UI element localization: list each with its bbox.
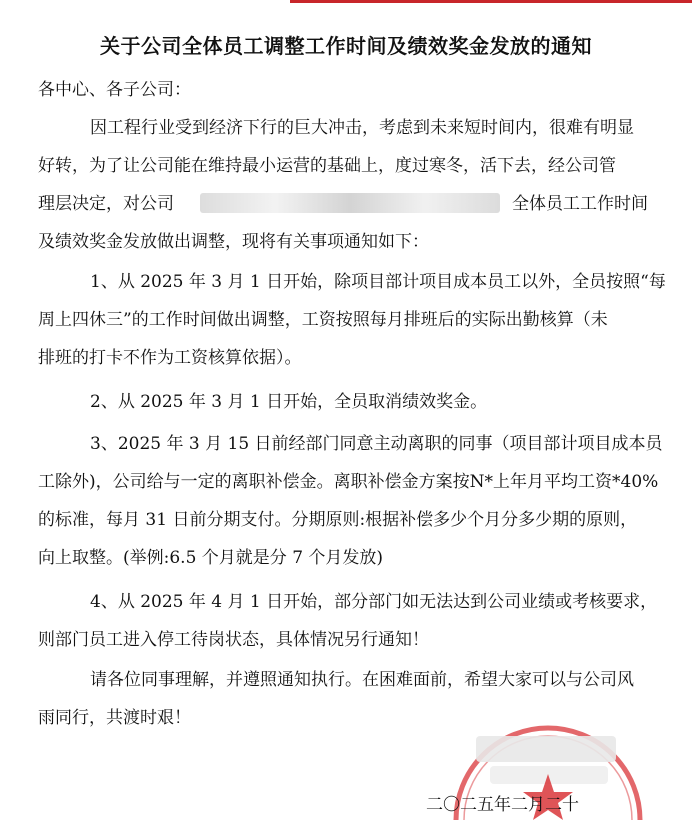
redacted-company-name [200, 193, 500, 213]
intro-line-2: 好转，为了让公司能在维持最小运营的基础上，度过寒冬，活下去，经公司管 [38, 156, 616, 176]
item3-line-2: 工除外)，公司给与一定的离职补偿金。离职补偿金方案按N*上年月平均工资*40% [38, 472, 659, 492]
item1-line-1: 1、从 2025 年 3 月 1 日开始，除项目部计项目成本员工以外，全员按照“每 [90, 272, 666, 292]
item1-line-2: 周上四休三”的工作时间做出调整，工资按照每月排班后的实际出勤核算（未 [38, 310, 608, 330]
salutation: 各中心、各子公司： [38, 80, 191, 100]
closing-line-1: 请各位同事理解，并遵照通知执行。在困难面前，希望大家可以与公司风 [90, 670, 634, 690]
intro-line-4: 及绩效奖金发放做出调整，现将有关事项通知如下： [38, 232, 429, 252]
item3-line-4: 向上取整。(举例:6.5 个月就是分 7 个月发放) [38, 548, 384, 568]
item1-line-3: 排班的打卡不作为工资核算依据）。 [38, 348, 302, 368]
item3-line-3: 的标准，每月 31 日前分期支付。分期原则:根据补偿多少个月分多少期的原则， [38, 510, 638, 530]
item2-line-1: 2、从 2025 年 3 月 1 日开始，全员取消绩效奖金。 [90, 392, 488, 412]
intro-line-3: 理层决定，对公司 [38, 194, 174, 214]
intro-line-3-tail: 全体员工工作时间 [512, 194, 648, 214]
closing-line-2: 雨同行，共渡时艰！ [38, 708, 191, 728]
notice-title: 关于公司全体员工调整工作时间及绩效奖金发放的通知 [100, 34, 592, 58]
item4-line-2: 则部门员工进入停工待岗状态，具体情况另行通知！ [38, 630, 429, 650]
item3-line-1: 3、2025 年 3 月 15 日前经部门同意主动离职的同事（项目部计项目成本员 [90, 434, 663, 454]
item4-line-1: 4、从 2025 年 4 月 1 日开始，部分部门如无法达到公司业绩或考核要求， [90, 592, 658, 612]
intro-line-1: 因工程行业受到经济下行的巨大冲击，考虑到未来短时间内，很难有明显 [90, 118, 634, 138]
notice-date: 二〇二五年二月二十 [426, 795, 579, 815]
header-rule [0, 0, 692, 14]
